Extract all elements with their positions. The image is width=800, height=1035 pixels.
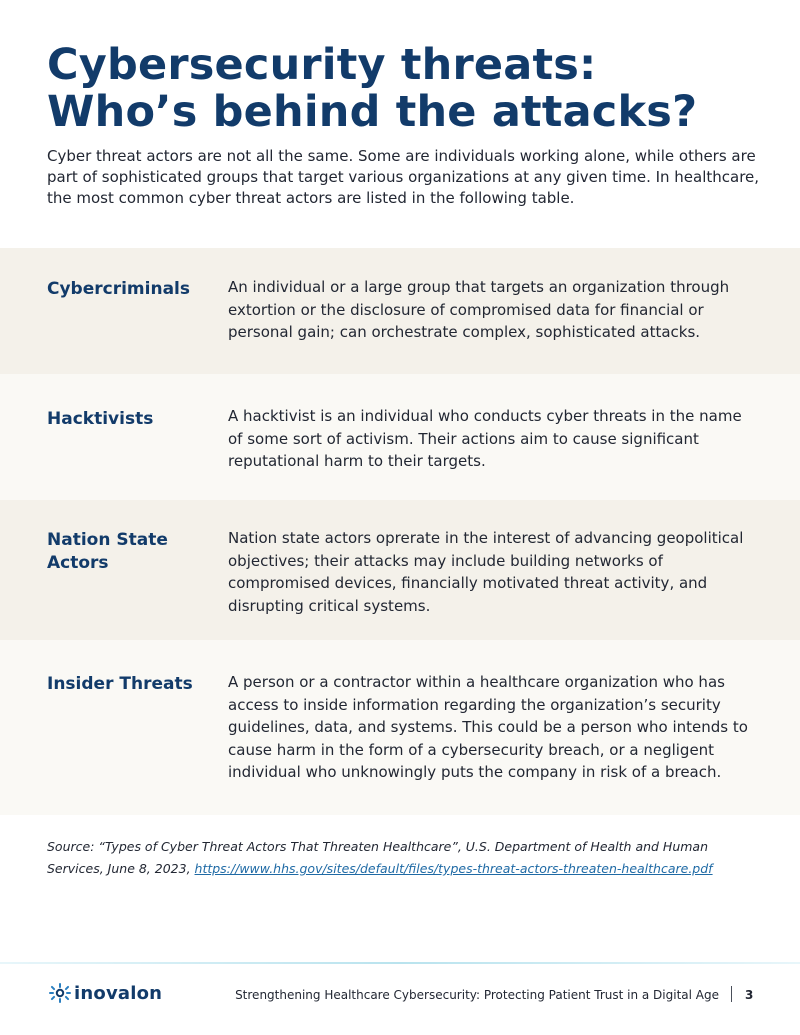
threat-description: A person or a contractor within a healthcare organization who has access to inside information regarding the organization’s security guidelines, data, and systems. This could be a person who intends to cause harm in the form of a cybersecurity breach, or a negligent individual who unknowingly puts the company in risk of a breach. xyxy=(228,673,748,781)
threat-label: Insider Threats xyxy=(47,674,193,694)
source-text: Source: “Types of Cyber Threat Actors That Threaten Healthcare”, U.S. Department of Health and Human Services, June 8, 2023, xyxy=(47,839,709,876)
threat-label: Nation State Actors xyxy=(47,530,168,573)
page-number: 3 xyxy=(745,988,754,1002)
threat-row-cybercriminals xyxy=(0,248,800,374)
threat-description: Nation state actors oprerate in the interest of advancing geopolitical objectives; their attacks may include building networks of compromised devices, financially motivated threat activity, and disrupting critical systems. xyxy=(228,529,744,615)
page-title-line-2: Who’s behind the attacks? xyxy=(47,87,698,137)
threat-description: A hacktivist is an individual who conducts cyber threats in the name of some sort of activism. Their actions aim to cause significant reputational harm to their targets. xyxy=(228,407,742,470)
inovalon-logo-icon xyxy=(48,982,72,1004)
threat-description: An individual or a large group that targets an organization through extortion or the disclosure of compromised data for financial or personal gain; can orchestrate complex, sophisticated attacks. xyxy=(228,278,730,341)
footer-document-title: Strengthening Healthcare Cybersecurity: Protecting Patient Trust in a Digital Age xyxy=(235,988,719,1002)
footer-separator xyxy=(731,986,732,1002)
threat-row-hacktivists xyxy=(0,374,800,500)
threat-label: Cybercriminals xyxy=(47,279,190,299)
source-link[interactable]: https://www.hhs.gov/sites/default/files/types-threat-actors-threaten-healthcare.pdf xyxy=(194,861,713,876)
page-title-line-1: Cybersecurity threats: xyxy=(47,40,597,90)
footer-divider xyxy=(0,962,800,964)
intro-paragraph: Cyber threat actors are not all the same. Some are individuals working alone, while others are part of sophisticated groups that target various organizations at any given time. In healthcare, the most common cyber threat actors are listed in the following table. xyxy=(47,147,760,207)
threat-row-nation-state-actors xyxy=(0,500,800,640)
threat-label: Hacktivists xyxy=(47,409,154,429)
page-title xyxy=(47,42,767,136)
source-citation xyxy=(47,836,762,880)
threat-row-insider-threats xyxy=(0,640,800,815)
logo-wordmark: inovalon xyxy=(74,983,163,1004)
inovalon-logo xyxy=(48,982,168,1006)
